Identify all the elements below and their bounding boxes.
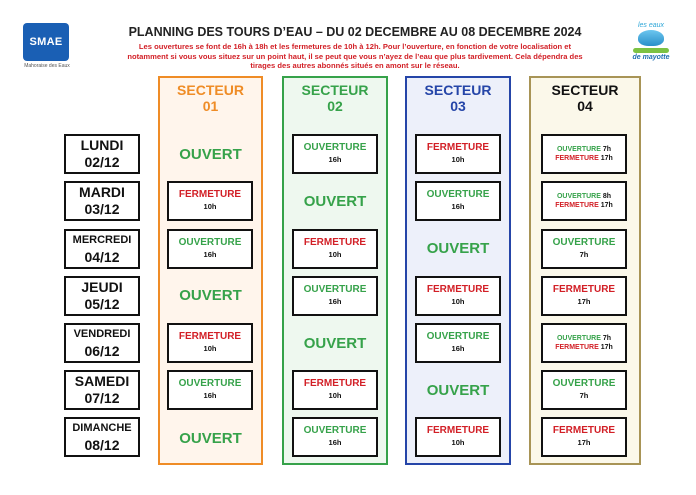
day-date: 04/12 <box>84 249 120 265</box>
status-fermeture <box>541 417 627 457</box>
status-time: 7h <box>579 250 589 259</box>
status-label: FERMETURE <box>178 189 242 200</box>
status-label: FERMETURE <box>552 284 616 295</box>
ouverture-label: OUVERTURE <box>556 335 601 342</box>
day-jeudi <box>64 276 140 316</box>
day-name: VENDREDI <box>73 328 131 340</box>
day-name: MERCREDI <box>72 234 132 246</box>
status-ouvert: OUVERT <box>303 335 367 352</box>
day-name: SAMEDI <box>74 373 130 389</box>
page-title: PLANNING DES TOURS D’EAU – DU 02 DECEMBRE AU 08 DECEMBRE 2024 <box>128 25 582 39</box>
subtitle-line: notamment si vous vous situez sur un point haut, il se peut que vous n’ayez de l’eau que plus tardivement. Cela dépendra des <box>127 51 583 61</box>
sector-01-header <box>160 82 261 114</box>
sector-label: SECTEUR <box>177 82 244 98</box>
status-label: OUVERTURE <box>552 237 616 248</box>
fermeture-label: FERMETURE <box>555 202 599 209</box>
status-fermeture <box>292 229 378 269</box>
day-dimanche <box>64 417 140 457</box>
status-fermeture <box>415 417 501 457</box>
sector-label: SECTEUR <box>301 82 369 98</box>
eaux-logo-line2: de mayotte <box>632 54 670 61</box>
status-ouvert: OUVERT <box>426 382 490 399</box>
status-ouvert: OUVERT <box>426 240 490 257</box>
status-time: 16h <box>203 250 217 259</box>
status-label: FERMETURE <box>303 237 367 248</box>
wave-icon <box>633 48 669 53</box>
status-ouverture <box>415 323 501 363</box>
status-time: 10h <box>328 250 342 259</box>
status-time: 10h <box>451 438 465 447</box>
ouverture-time: 7h <box>602 146 612 153</box>
fermeture-time: 17h <box>600 344 613 351</box>
status-label: FERMETURE <box>426 425 490 436</box>
sector-02-header <box>284 82 386 114</box>
sector-number: 03 <box>450 98 466 114</box>
status-ouverture <box>415 181 501 221</box>
day-date: 08/12 <box>84 437 120 453</box>
day-name: JEUDI <box>81 279 123 295</box>
day-date: 03/12 <box>84 201 120 217</box>
smae-logo-text: SMAE <box>29 36 63 48</box>
status-fermeture <box>292 370 378 410</box>
subtitle-line: Les ouvertures se font de 16h à 18h et les fermetures de 10h à 12h. Pour l’ouverture, en fonction de votre localisation et <box>138 42 572 51</box>
ouverture-time: 8h <box>602 193 612 200</box>
sector-label: SECTEUR <box>551 82 619 98</box>
status-label: FERMETURE <box>426 142 490 153</box>
status-fermeture <box>167 323 253 363</box>
ouverture-line <box>543 192 625 201</box>
status-ouverture <box>292 417 378 457</box>
status-ouvert: OUVERT <box>179 287 242 304</box>
day-lundi <box>64 134 140 174</box>
fermeture-line <box>543 343 625 352</box>
water-drop-icon <box>638 30 664 46</box>
sector-number: 01 <box>202 98 219 114</box>
status-time: 16h <box>451 344 465 353</box>
status-time: 16h <box>328 297 342 306</box>
status-ouverture-fermeture <box>541 134 627 174</box>
status-time: 16h <box>328 155 342 164</box>
sector-number: 02 <box>327 98 343 114</box>
status-ouverture <box>167 370 253 410</box>
day-mercredi <box>64 229 140 269</box>
status-ouvert: OUVERT <box>179 146 242 163</box>
sector-04-header <box>531 82 639 114</box>
status-ouverture <box>541 229 627 269</box>
day-date: 05/12 <box>84 296 120 312</box>
subtitle-line: tirages des autres abonnés situés en amont sur le réseau. <box>250 61 460 71</box>
day-vendredi <box>64 323 140 363</box>
fermeture-line <box>543 201 625 210</box>
status-ouverture <box>292 276 378 316</box>
ouverture-label: OUVERTURE <box>556 146 601 153</box>
status-time: 10h <box>451 155 465 164</box>
status-ouvert: OUVERT <box>179 430 242 447</box>
fermeture-line <box>543 154 625 163</box>
status-time: 10h <box>451 297 465 306</box>
fermeture-label: FERMETURE <box>555 155 599 162</box>
status-label: OUVERTURE <box>426 331 490 342</box>
status-time: 16h <box>203 391 217 400</box>
status-label: OUVERTURE <box>303 284 367 295</box>
day-date: 06/12 <box>84 343 120 359</box>
sector-number: 04 <box>577 98 593 114</box>
status-fermeture <box>415 276 501 316</box>
status-ouverture-fermeture <box>541 181 627 221</box>
status-ouverture <box>167 229 253 269</box>
eaux-logo-line1: les eaux <box>637 22 665 29</box>
status-time: 16h <box>328 438 342 447</box>
status-label: OUVERTURE <box>178 378 242 389</box>
status-time: 17h <box>577 297 591 306</box>
status-label: OUVERTURE <box>178 237 242 248</box>
day-mardi <box>64 181 140 221</box>
status-ouverture <box>292 134 378 174</box>
status-label: OUVERTURE <box>303 425 367 436</box>
fermeture-time: 17h <box>600 155 613 162</box>
smae-logo <box>23 23 71 73</box>
smae-logo-mark <box>23 23 69 61</box>
status-time: 10h <box>203 202 217 211</box>
ouverture-line <box>543 145 625 154</box>
status-label: FERMETURE <box>178 331 242 342</box>
status-label: OUVERTURE <box>552 378 616 389</box>
status-label: OUVERTURE <box>426 189 490 200</box>
status-fermeture <box>541 276 627 316</box>
day-name: MARDI <box>79 184 125 200</box>
status-label: FERMETURE <box>552 425 616 436</box>
sector-03-header <box>407 82 509 114</box>
day-date: 07/12 <box>84 390 120 406</box>
day-date: 02/12 <box>84 154 120 170</box>
page-subtitle <box>94 42 616 71</box>
day-name: LUNDI <box>80 137 124 153</box>
status-fermeture <box>167 181 253 221</box>
smae-logo-tagline: Mahoraise des Eaux <box>24 63 70 69</box>
ouverture-label: OUVERTURE <box>556 193 601 200</box>
status-ouvert: OUVERT <box>303 193 367 210</box>
day-samedi <box>64 370 140 410</box>
status-ouverture <box>541 370 627 410</box>
status-label: OUVERTURE <box>303 142 367 153</box>
fermeture-label: FERMETURE <box>555 344 599 351</box>
status-time: 10h <box>328 391 342 400</box>
status-fermeture <box>415 134 501 174</box>
status-label: FERMETURE <box>303 378 367 389</box>
status-time: 17h <box>577 438 591 447</box>
status-time: 16h <box>451 202 465 211</box>
ouverture-time: 7h <box>602 335 612 342</box>
fermeture-time: 17h <box>600 202 613 209</box>
status-time: 7h <box>579 391 589 400</box>
status-ouverture-fermeture <box>541 323 627 363</box>
status-label: FERMETURE <box>426 284 490 295</box>
status-time: 10h <box>203 344 217 353</box>
sector-label: SECTEUR <box>424 82 492 98</box>
day-name: DIMANCHE <box>72 422 132 434</box>
ouverture-line <box>543 334 625 343</box>
eaux-de-mayotte-logo <box>628 22 674 74</box>
